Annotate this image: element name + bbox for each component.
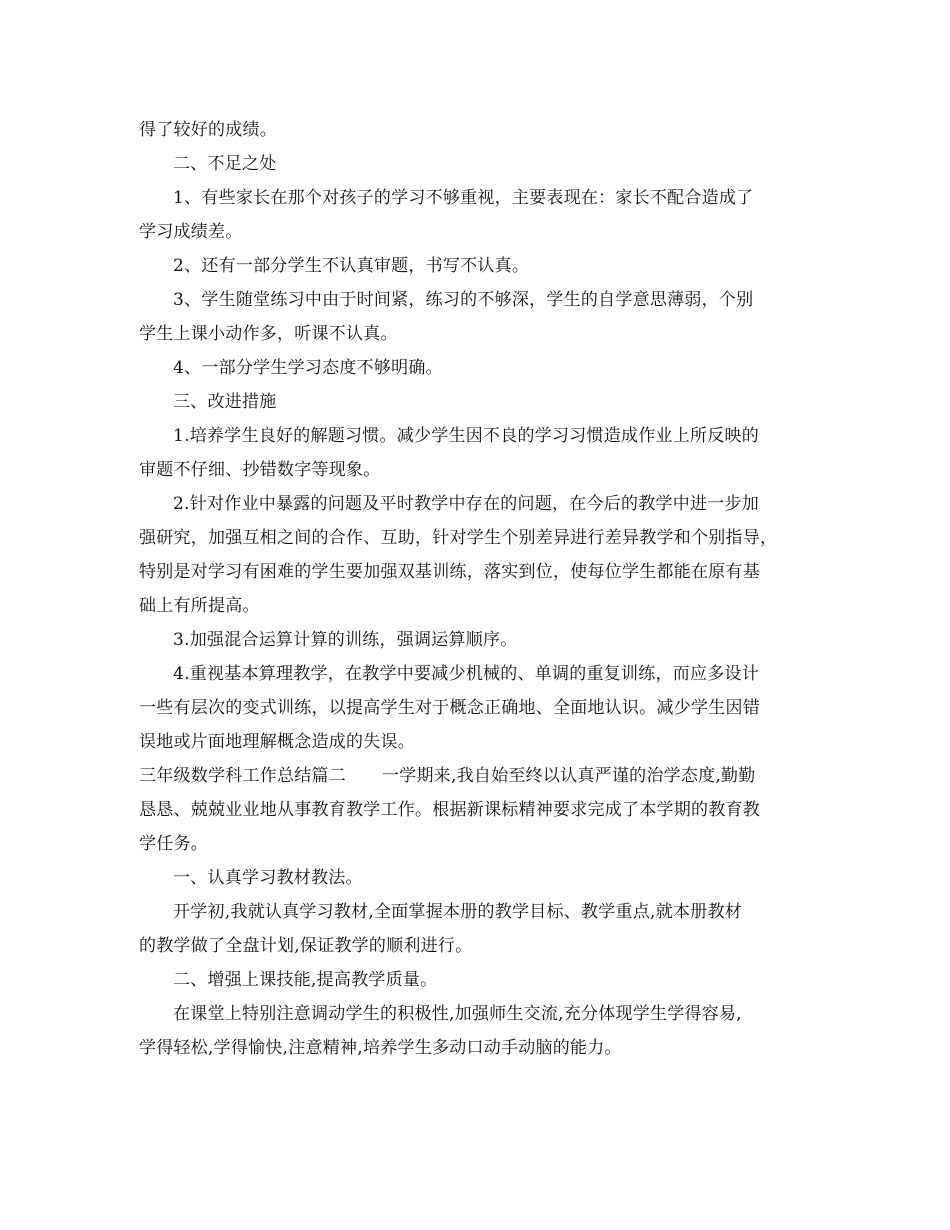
section-heading: 二、增强上课技能,提高教学质量。 xyxy=(173,970,438,990)
paragraph-line: 强研究，加强互相之间的合作、互助，针对学生个别差异进行差异教学和个别指导， xyxy=(139,528,778,548)
paragraph-line: 1.培养学生良好的解题习惯。减少学生因不良的学习习惯造成作业上所反映的 xyxy=(173,426,759,446)
paragraph-line: 3、学生随堂练习中由于时间紧，练习的不够深，学生的自学意思薄弱，个别 xyxy=(173,290,754,310)
article-title: 三年级数学科工作总结篇二 xyxy=(139,766,346,786)
paragraph-line: 误地或片面地理解概念造成的失误。 xyxy=(139,732,415,752)
paragraph-text: 一学期来,我自始至终以认真严谨的治学态度,勤勤 xyxy=(382,766,756,786)
paragraph-line: 4、一部分学生学习态度不够明确。 xyxy=(173,358,443,378)
paragraph-line: 开学初,我就认真学习教材,全面掌握本册的教学目标、教学重点,就本册教材 xyxy=(173,902,742,922)
paragraph-line: 2、还有一部分学生不认真审题，书写不认真。 xyxy=(173,256,530,276)
document-body xyxy=(139,113,811,1065)
paragraph-line: 恳恳、兢兢业业地从事教育教学工作。根据新课标精神要求完成了本学期的教育教 xyxy=(139,800,760,820)
paragraph-line: 特别是对学习有困难的学生要加强双基训练，落实到位，使每位学生都能在原有基 xyxy=(139,562,760,582)
paragraph-line: 在课堂上特别注意调动学生的积极性,加强师生交流,充分体现学生学得容易, xyxy=(173,1004,742,1024)
paragraph-line: 4.重视基本算理教学，在教学中要减少机械的、单调的重复训练，而应多设计 xyxy=(173,664,759,684)
paragraph-line xyxy=(139,759,811,793)
paragraph-line: 2.针对作业中暴露的问题及平时教学中存在的问题，在今后的教学中进一步加 xyxy=(173,494,759,514)
paragraph-line: 得了较好的成绩。 xyxy=(139,120,277,140)
paragraph-line: 学习成绩差。 xyxy=(139,222,243,242)
section-heading: 一、认真学习教材教法。 xyxy=(173,868,363,888)
section-heading: 二、不足之处 xyxy=(173,154,277,174)
paragraph-line: 学任务。 xyxy=(139,834,208,854)
paragraph-line: 一些有层次的变式训练，以提高学生对于概念正确地、全面地认识。减少学生因错 xyxy=(139,698,760,718)
paragraph-line: 学生上课小动作多，听课不认真。 xyxy=(139,324,398,344)
paragraph-line: 3.加强混合运算计算的训练，强调运算顺序。 xyxy=(173,630,518,650)
paragraph-line: 1、有些家长在那个对孩子的学习不够重视，主要表现在：家长不配合造成了 xyxy=(173,188,754,208)
paragraph-line: 的教学做了全盘计划,保证教学的顺利进行。 xyxy=(139,936,473,956)
section-heading: 三、改进措施 xyxy=(173,392,277,412)
paragraph-line: 审题不仔细、抄错数字等现象。 xyxy=(139,460,381,480)
paragraph-line: 础上有所提高。 xyxy=(139,596,260,616)
paragraph-line: 学得轻松,学得愉快,注意精神,培养学生多动口动手动脑的能力。 xyxy=(139,1038,622,1058)
